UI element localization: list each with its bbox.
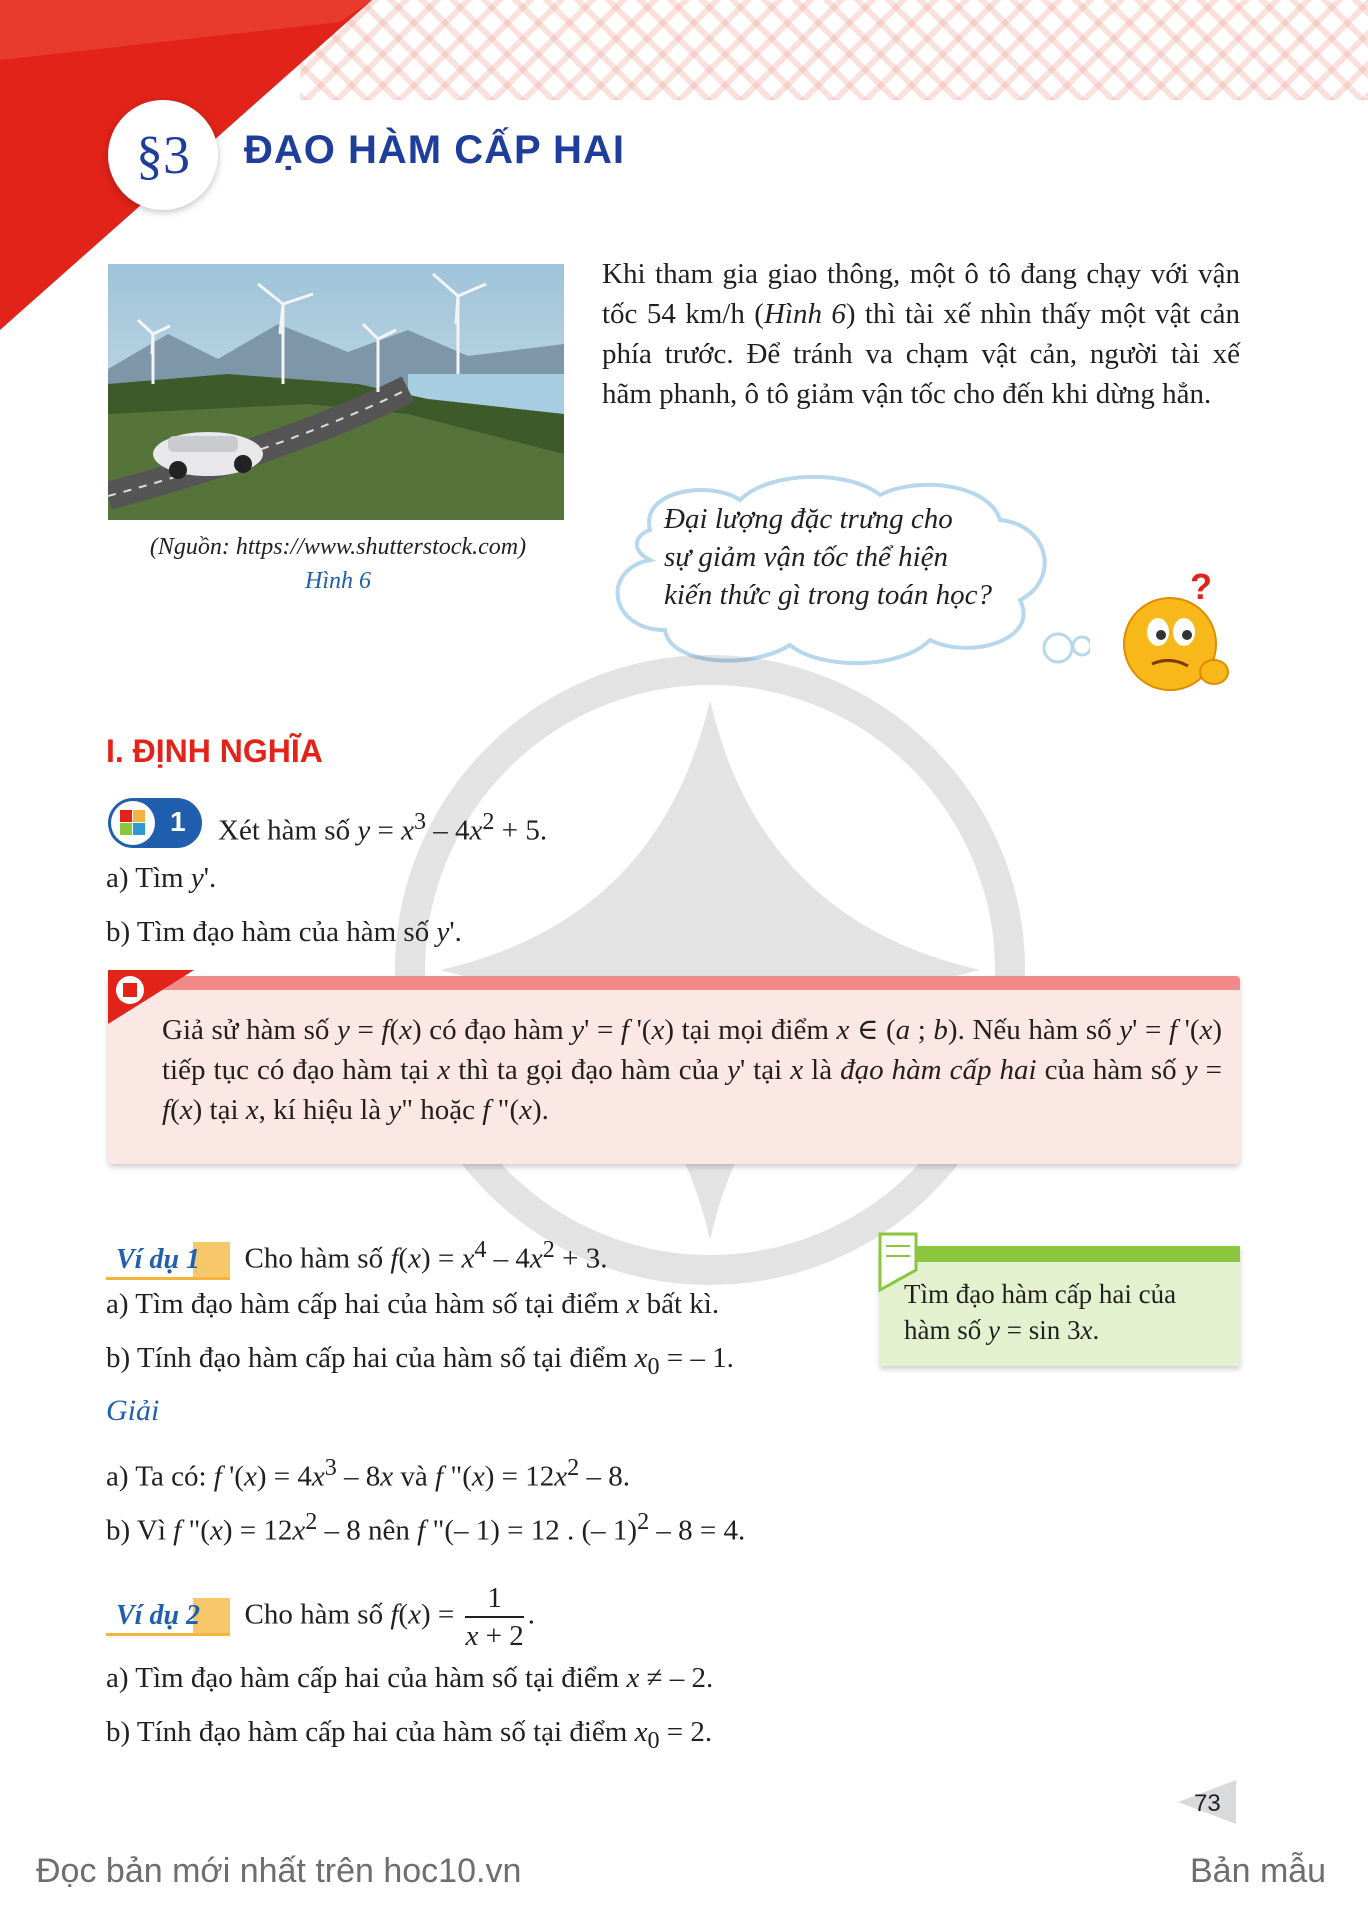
activity1-a: a) Tìm y'.	[106, 862, 217, 894]
activity1-b: b) Tìm đạo hàm của hàm số y'.	[106, 916, 462, 948]
section-heading-definition: I. ĐỊNH NGHĨA	[106, 733, 323, 769]
example2-label: Ví dụ 2	[106, 1598, 230, 1636]
example2-b: b) Tính đạo hàm cấp hai của hàm số tại điểm $x_0 = 2$.	[106, 1716, 713, 1754]
activity-number: 1	[170, 806, 186, 837]
example2-statement: Ví dụ 2 Cho hàm số f(x) = $\frac{1}{x + 2}$ .	[106, 1580, 535, 1654]
page-number: 73	[1194, 1790, 1221, 1817]
figure-photo-car-road	[108, 264, 564, 520]
header-pattern	[300, 0, 1368, 100]
figure-label: Hình 6	[305, 568, 371, 594]
thought-text: Đại lượng đặc trưng cho sự giảm vận tốc thể hiện kiến thức gì trong toán học?	[664, 503, 993, 611]
question-mark: ?	[1190, 566, 1212, 607]
solution1-b: b) Vì f "$(x) = 12x^2 - 8$ nên f "(– 1) = 12 . (– 1)$^2$ – 8 = 4.	[106, 1508, 746, 1547]
example2-a: a) Tìm đạo hàm cấp hai của hàm số tại điểm x ≠ – 2.	[106, 1662, 714, 1694]
definition-box-bar	[108, 976, 1240, 990]
footer-sample-label: Bản mẫu	[1190, 1852, 1327, 1890]
watermark-logo	[380, 640, 1040, 1300]
example1-label: Ví dụ 1	[106, 1242, 230, 1280]
definition-text: Giả sử hàm số y = f(x) có đạo hàm y' = f '(x) tại mọi điểm x ∈ (a ; b). Nếu hàm số y' = f '(x) tiếp tục có đạo hàm tại x thì ta gọi đạo hàm của y' tại x là đạo hàm cấp hai của hàm số y = f(x) tại x, kí hiệu là y" hoặc f "(x).	[162, 1014, 1223, 1126]
page-title: ĐẠO HÀM CẤP HAI	[244, 128, 625, 172]
example1-b: b) Tính đạo hàm cấp hai của hàm số tại điểm $x_0$ = – 1.	[106, 1342, 734, 1380]
figure-source: (Nguồn: https://www.shutterstock.com)	[149, 534, 527, 560]
example1-a: a) Tìm đạo hàm cấp hai của hàm số tại điểm x bất kì.	[106, 1288, 720, 1320]
footer-link[interactable]: Đọc bản mới nhất trên hoc10.vn	[36, 1852, 522, 1890]
fraction: $\frac{1}{x + 2}$	[465, 1582, 524, 1652]
intro-paragraph: Khi tham gia giao thông, một ô tô đang chạy với vận tốc 54 km/h (Hình 6) thì tài xế nhìn thấy một vật cản phía trước. Để tránh va chạm vật cản, người tài xế hãm phanh, ô tô giảm vận tốc cho đến khi dừng hẳn.	[602, 258, 1241, 410]
thinking-emoji-icon	[1118, 572, 1238, 702]
activity-badge-icon	[106, 796, 206, 850]
solution1-a: a) Ta có: f '$(x) = 4x^3 - 8x$ và f "$(x) = 12x^2 - 8$.	[106, 1454, 630, 1493]
activity1-statement: Xét hàm số $y = x^3 - 4x^2 + 5$.	[218, 808, 548, 847]
solution1-label: Giải	[106, 1394, 160, 1427]
section-number: §3	[108, 100, 218, 210]
practice-note-text: Tìm đạo hàm cấp hai của hàm số y = sin 3x.	[904, 1279, 1177, 1345]
example1-statement: Ví dụ 1 Cho hàm số $f(x) = x^4 - 4x^2 + 3$.	[106, 1230, 607, 1280]
